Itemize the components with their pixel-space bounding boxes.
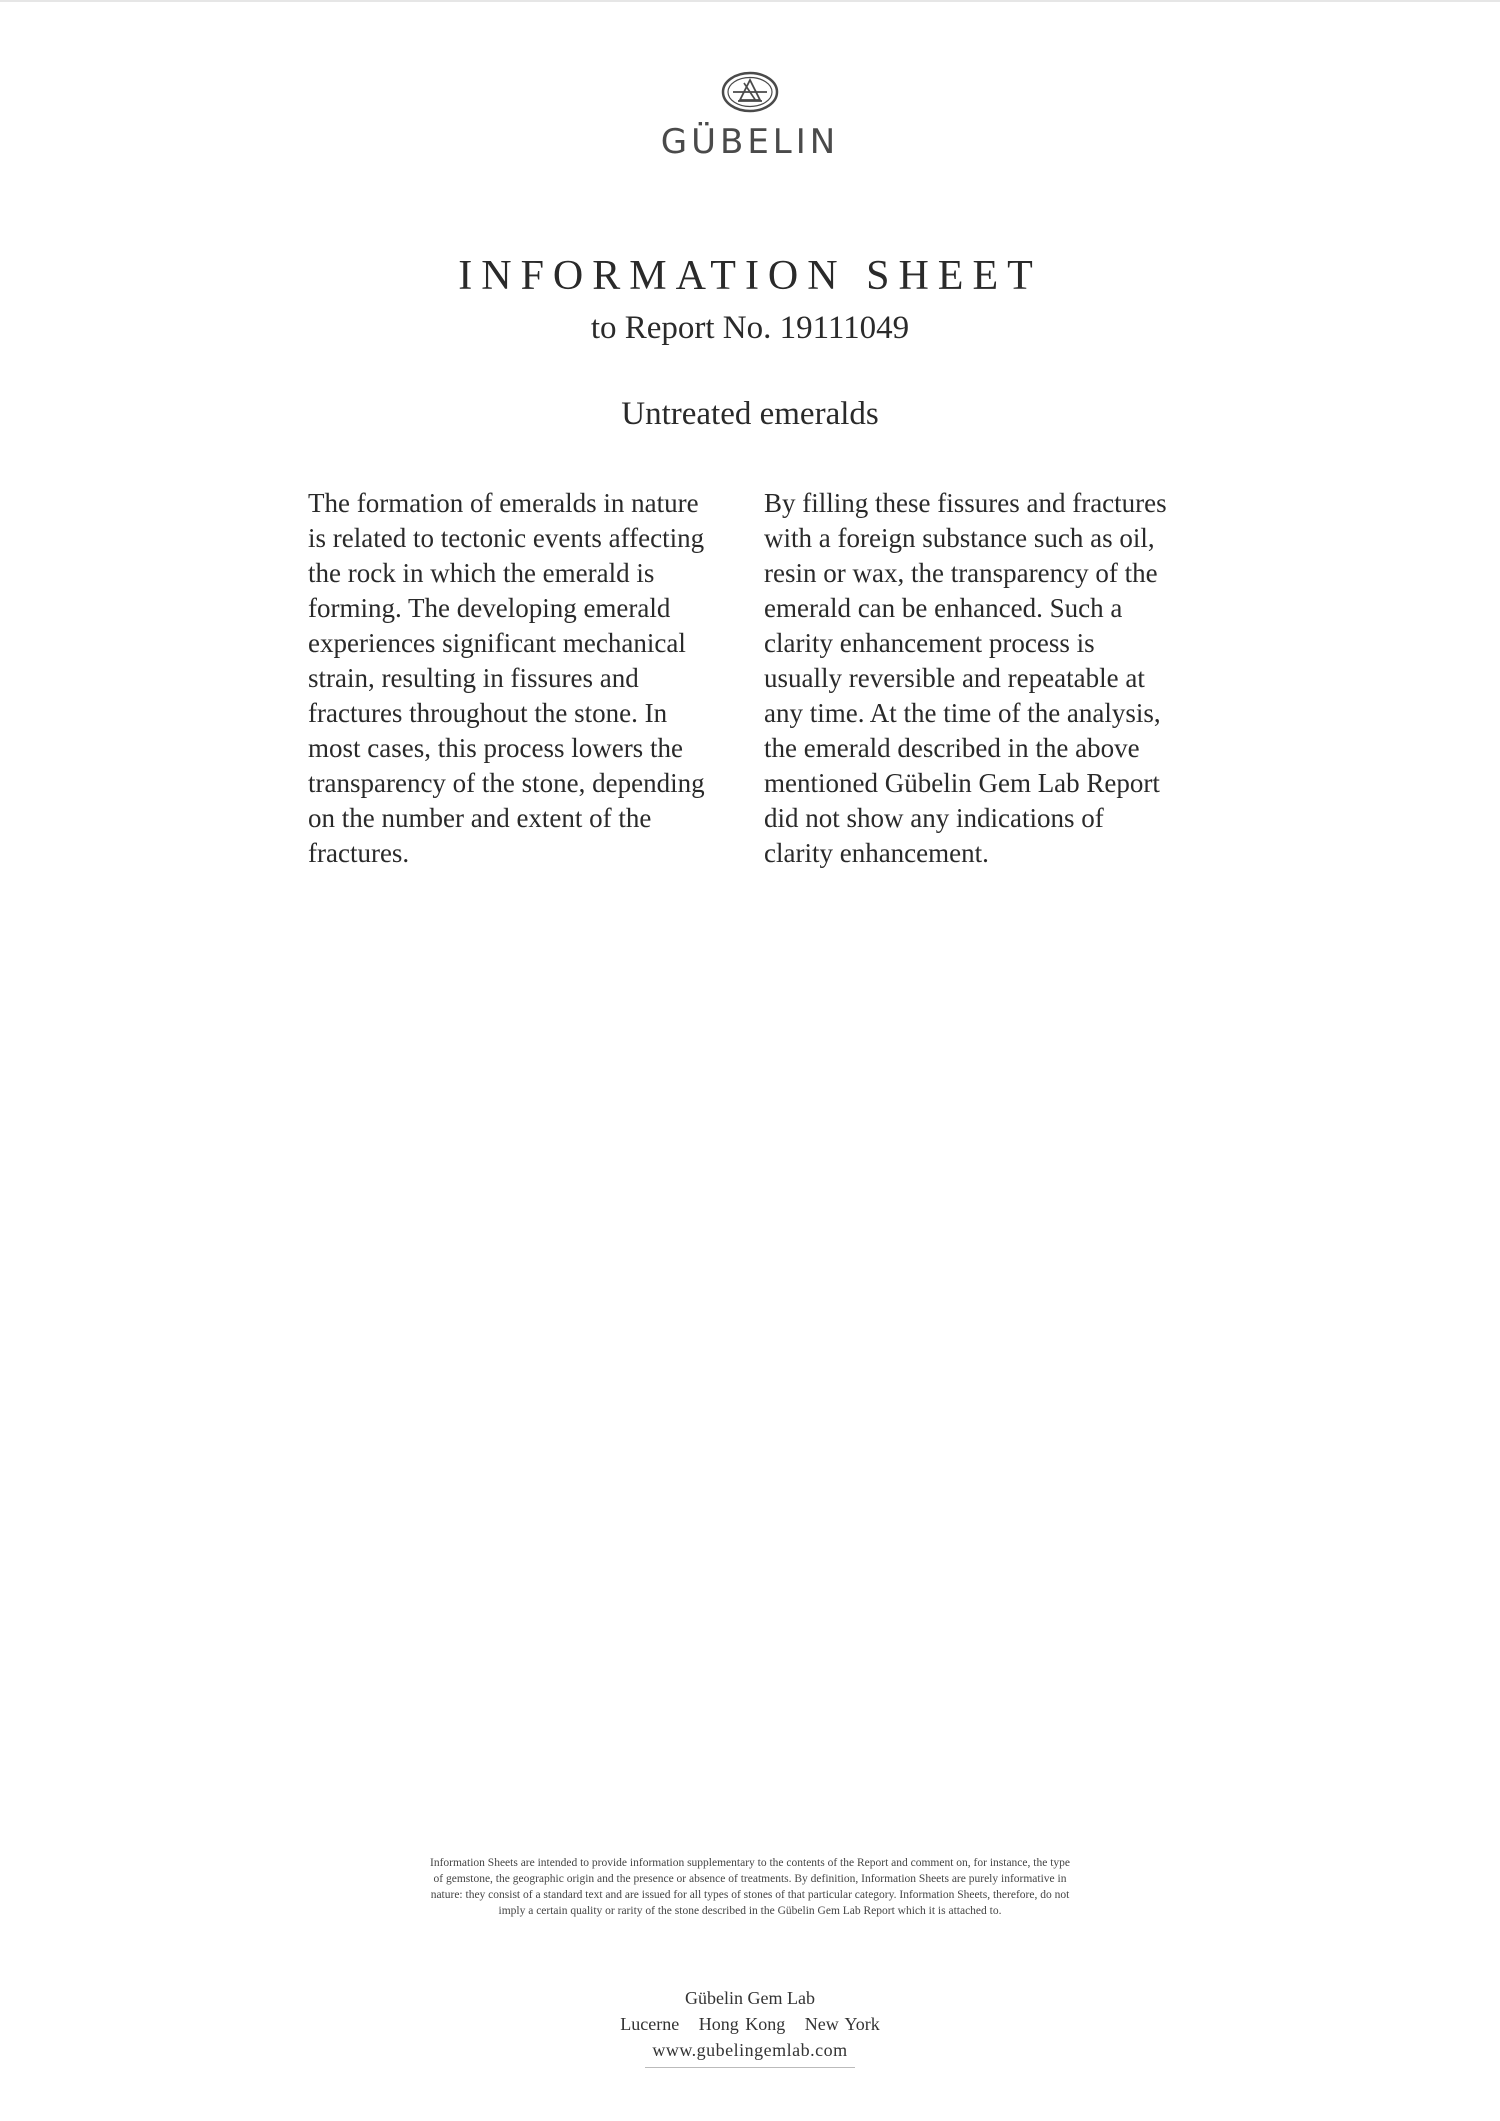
disclaimer-text xyxy=(290,1855,1210,1919)
body-line: the emerald described in the above xyxy=(764,733,1140,763)
disclaimer-line: Information Sheets are intended to provide information supplementary to the contents of the Report and comment on, for instance, the type xyxy=(430,1857,1070,1869)
body-line: emerald can be enhanced. Such a xyxy=(764,593,1123,623)
body-line: is related to tectonic events affecting xyxy=(308,523,705,553)
body-line: The formation of emeralds in nature xyxy=(308,488,699,518)
body-line: clarity enhancement process is xyxy=(764,628,1095,658)
footer xyxy=(0,1985,1500,2068)
footer-locations: Lucerne Hong Kong New York xyxy=(620,2014,880,2034)
body-line: experiences significant mechanical xyxy=(308,628,686,658)
brand-logo xyxy=(0,70,1500,162)
page-top-edge xyxy=(0,0,1500,2)
footer-company-name: Gübelin Gem Lab xyxy=(685,1988,815,2008)
body-line: fractures. xyxy=(308,838,410,868)
body-right-column xyxy=(764,486,1204,871)
disclaimer-line: nature: they consist of a standard text and are issued for all types of stones of that particular category. Information Sheets, therefore, do not xyxy=(430,1889,1070,1901)
body-left-column xyxy=(308,486,738,871)
document-title: INFORMATION SHEET xyxy=(458,253,1042,299)
disclaimer-line: of gemstone, the geographic origin and the presence or absence of treatments. By definition, Information Sheets are purely informative in xyxy=(433,1873,1067,1885)
footer-divider xyxy=(645,2067,855,2068)
body-line: clarity enhancement. xyxy=(764,838,989,868)
body-line: mentioned Gübelin Gem Lab Report xyxy=(764,768,1160,798)
body-line: did not show any indications of xyxy=(764,803,1104,833)
body-line: By filling these fissures and fractures xyxy=(764,488,1167,518)
body-line: with a foreign substance such as oil, xyxy=(764,523,1155,553)
body-line: fractures throughout the stone. In xyxy=(308,698,668,728)
body-line: any time. At the time of the analysis, xyxy=(764,698,1161,728)
report-number: to Report No. 19111049 xyxy=(590,310,910,346)
gubelin-emblem-icon xyxy=(720,70,780,114)
body-line: transparency of the stone, depending xyxy=(308,768,705,798)
body-line: strain, resulting in fissures and xyxy=(308,663,639,693)
footer-website-link[interactable]: www.gubelingemlab.com xyxy=(652,2040,848,2060)
brand-wordmark: GÜBELIN xyxy=(660,122,840,162)
body-line: forming. The developing emerald xyxy=(308,593,671,623)
body-line: the rock in which the emerald is xyxy=(308,558,655,588)
body-line: usually reversible and repeatable at xyxy=(764,663,1145,693)
section-heading: Untreated emeralds xyxy=(621,396,879,432)
body-line: most cases, this process lowers the xyxy=(308,733,683,763)
disclaimer-line: imply a certain quality or rarity of the stone described in the Gübelin Gem Lab Report which it is attached to. xyxy=(498,1905,1002,1917)
body-line: on the number and extent of the xyxy=(308,803,652,833)
body-line: resin or wax, the transparency of the xyxy=(764,558,1158,588)
